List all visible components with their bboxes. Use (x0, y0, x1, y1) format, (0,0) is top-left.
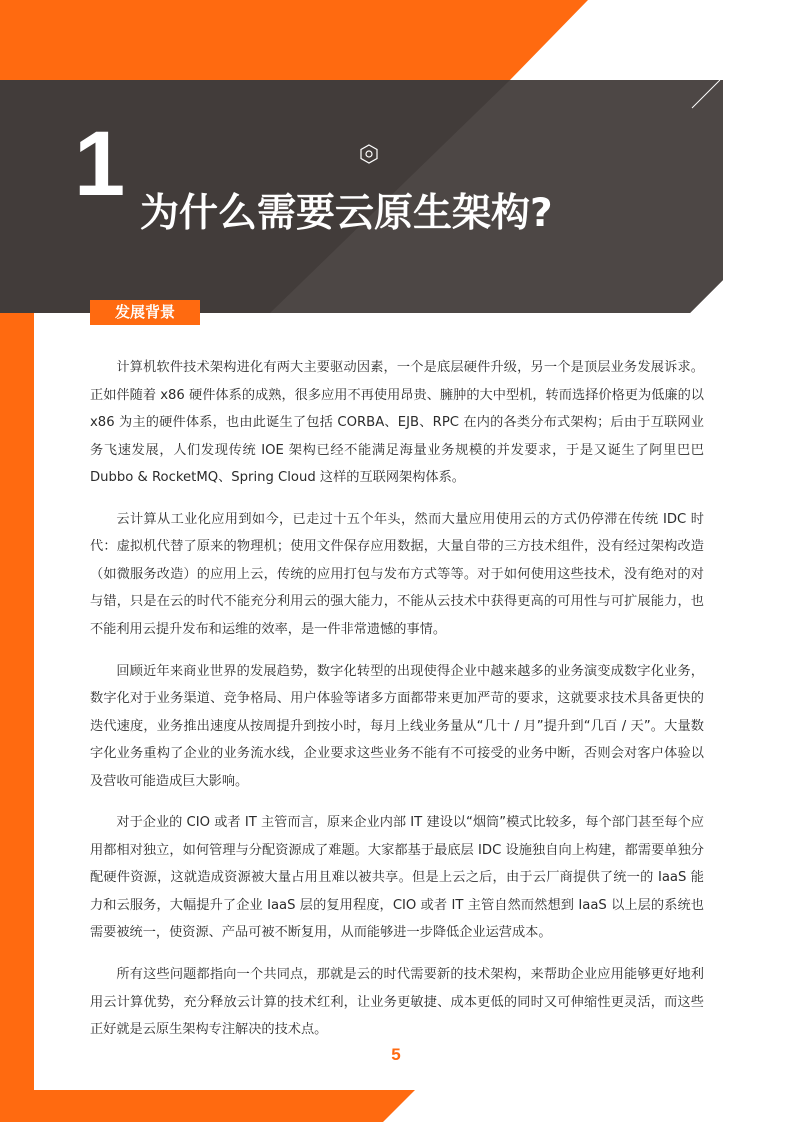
paragraph: 回顾近年来商业世界的发展趋势，数字化转型的出现使得企业中越来越多的业务演变成数字化业务，数字化对于业务渠道、竞争格局、用户体验等诸多方面都带来更加严苛的要求，这就要求技术具备更快的迭代速度，业务推出速度从按周提升到按小时，每月上线业务量从“几十 / 月”提升到“几百 / 天”。大量数字化业务重构了企业的业务流水线，企业要求这些业务不能有不可接受的业务中断，否则会对客户体验以及营收可能造成巨大影响。 (90, 663, 704, 789)
paragraph: 计算机软件技术架构进化有两大主要驱动因素，一个是底层硬件升级，另一个是顶层业务发展诉求。正如伴随着 x86 硬件体系的成熟，很多应用不再使用昂贵、臃肿的大中型机，转而选择价格更为低廉的以 x86 为主的硬件体系，也由此诞生了包括 CORBA、EJB、RPC 在内的各类分布式架构；后由于互联网业务飞速发展，人们发现传统 IOE 架构已经不能满足海量业务规模的并发要求，于是又诞生了阿里巴巴 Dubbo & RocketMQ、Spring Cloud 这样的互联网架构体系。 (90, 360, 704, 485)
body-text (90, 354, 704, 1058)
paragraph: 云计算从工业化应用到如今，已走过十五个年头，然而大量应用使用云的方式仍停滞在传统 IDC 时代：虚拟机代替了原来的物理机；使用文件保存应用数据，大量自带的三方技术组件，没有经过架构改造（如微服务改造）的应用上云，传统的应用打包与发布方式等等。对于如何使用这些技术，没有绝对的对与错，只是在云的时代不能充分利用云的强大能力，不能从云技术中获得更高的可用性与可扩展能力，也不能利用云提升发布和运维的效率，是一件非常遗憾的事情。 (90, 511, 704, 637)
page-number: 5 (391, 1045, 401, 1064)
top-orange-triangle (0, 0, 588, 80)
section-label: 发展背景 (90, 300, 200, 325)
gear-icon (358, 143, 380, 165)
chapter-number: 1 (74, 113, 124, 215)
paragraph: 对于企业的 CIO 或者 IT 主管而言，原来企业内部 IT 建设以“烟筒”模式比较多，每个部门甚至每个应用都相对独立，如何管理与分配资源成了难题。大家都基于最底层 IDC 设施独自向上构建，都需要单独分配硬件资源，这就造成资源被大量占用且难以被共享。但是上云之后，由于云厂商提供了统一的 IaaS 能力和云服务，大幅提升了企业 IaaS 层的复用程度，CIO 或者 IT 主管自然而然想到 IaaS 以上层的系统也需要被统一，使资源、产品可被不断复用，从而能够进一步降低企业运营成本。 (90, 815, 704, 941)
chapter-title: 为什么需要云原生架构? (140, 191, 553, 236)
bottom-orange-corner (0, 1090, 415, 1122)
paragraph: 所有这些问题都指向一个共同点，那就是云的时代需要新的技术架构，来帮助企业应用能够更好地利用云计算优势，充分释放云计算的技术红利，让业务更敏捷、成本更低的同时又可伸缩性更灵活，而这些正好就是云原生架构专注解决的技术点。 (90, 967, 704, 1038)
left-orange-bar (0, 295, 34, 1122)
